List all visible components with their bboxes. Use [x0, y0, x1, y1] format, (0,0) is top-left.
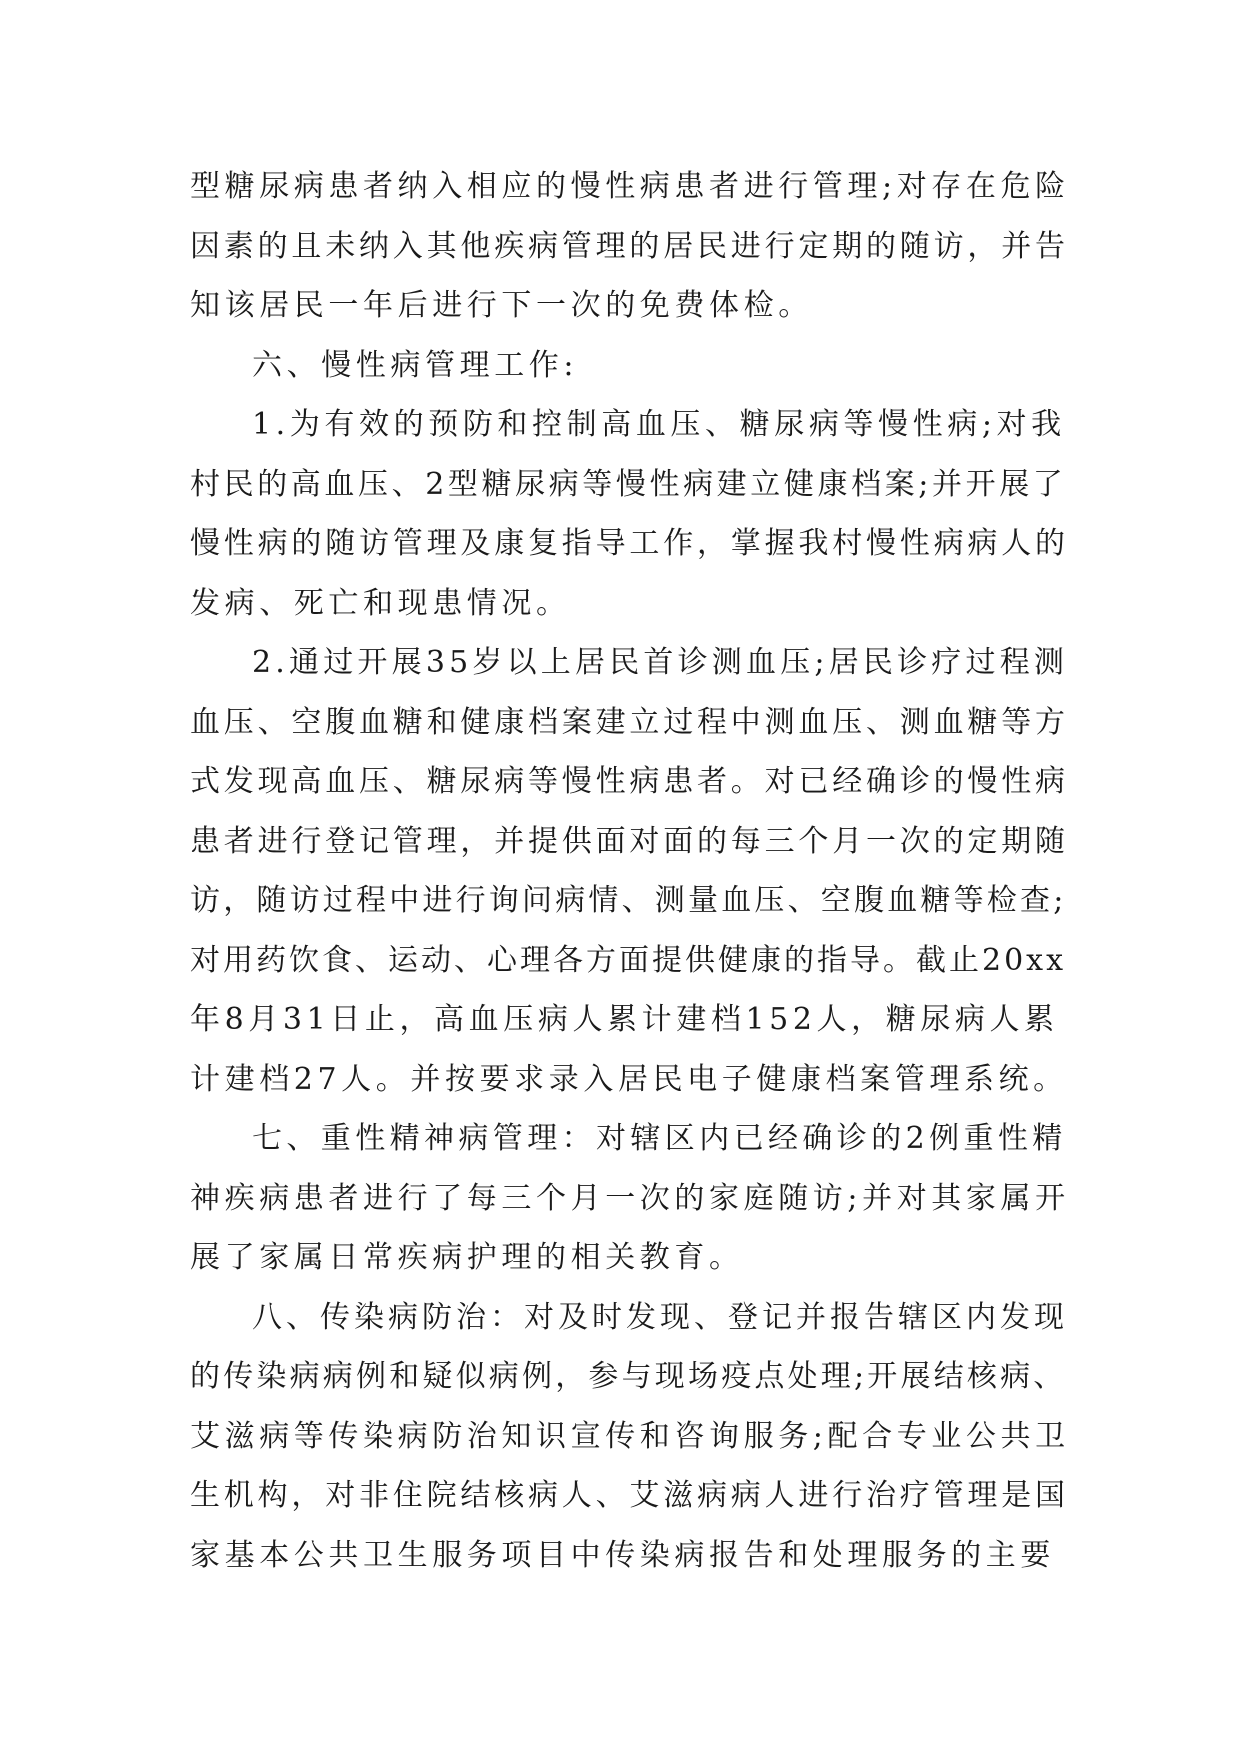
- text-line: 血压、空腹血糖和健康档案建立过程中测血压、测血糖等方: [190, 704, 1069, 740]
- body-text: [190, 157, 1070, 1585]
- text-line: 八、传染病防治：对及时发现、登记并报告辖区内发现: [252, 1299, 1068, 1335]
- text-line: 对用药饮食、运动、心理各方面提供健康的指导。截止20xx: [190, 942, 1067, 978]
- text-line: 因素的且未纳入其他疾病管理的居民进行定期的随访，并告: [190, 228, 1069, 264]
- text-line: 患者进行登记管理，并提供面对面的每三个月一次的定期随: [190, 823, 1069, 859]
- text-line: 七、重性精神病管理：对辖区内已经确诊的2例重性精: [252, 1121, 1067, 1156]
- text-line: 1.为有效的预防和控制高血压、糖尿病等慢性病;对我: [252, 407, 1066, 442]
- text-line: 的传染病病例和疑似病例，参与现场疫点处理;开展结核病、: [190, 1359, 1067, 1394]
- text-line: 型糖尿病患者纳入相应的慢性病患者进行管理;对存在危险: [190, 169, 1070, 204]
- text-line: 发病、死亡和现患情况。: [190, 585, 571, 621]
- text-line: 展了家属日常疾病护理的相关教育。: [190, 1240, 744, 1275]
- text-line: 2.通过开展35岁以上居民首诊测血压;居民诊疗过程测: [252, 645, 1069, 680]
- text-line: 家基本公共卫生服务项目中传染病报告和处理服务的主要: [190, 1537, 1055, 1573]
- text-line: 慢性病的随访管理及康复指导工作，掌握我村慢性病病人的: [190, 526, 1069, 561]
- text-line: 生机构，对非住院结核病人、艾滋病病人进行治疗管理是国: [190, 1478, 1069, 1513]
- text-line: 知该居民一年后进行下一次的免费体检。: [190, 288, 813, 323]
- text-line: 式发现高血压、糖尿病等慢性病患者。对已经确诊的慢性病: [190, 764, 1069, 799]
- text-line: 村民的高血压、2型糖尿病等慢性病建立健康档案;并开展了: [190, 466, 1067, 502]
- text-line: 艾滋病等传染病防治知识宣传和咨询服务;配合专业公共卫: [190, 1418, 1070, 1454]
- text-line: 计建档27人。并按要求录入居民电子健康档案管理系统。: [190, 1061, 1068, 1097]
- text-line: 年8月31日止，高血压病人累计建档152人，糖尿病人累: [190, 1002, 1059, 1037]
- text-line: 六、慢性病管理工作:: [252, 347, 579, 383]
- text-line: 神疾病患者进行了每三个月一次的家庭随访;并对其家属开: [190, 1180, 1070, 1216]
- text-line: 访，随访过程中进行询问病情、测量血压、空腹血糖等检查;: [190, 883, 1067, 918]
